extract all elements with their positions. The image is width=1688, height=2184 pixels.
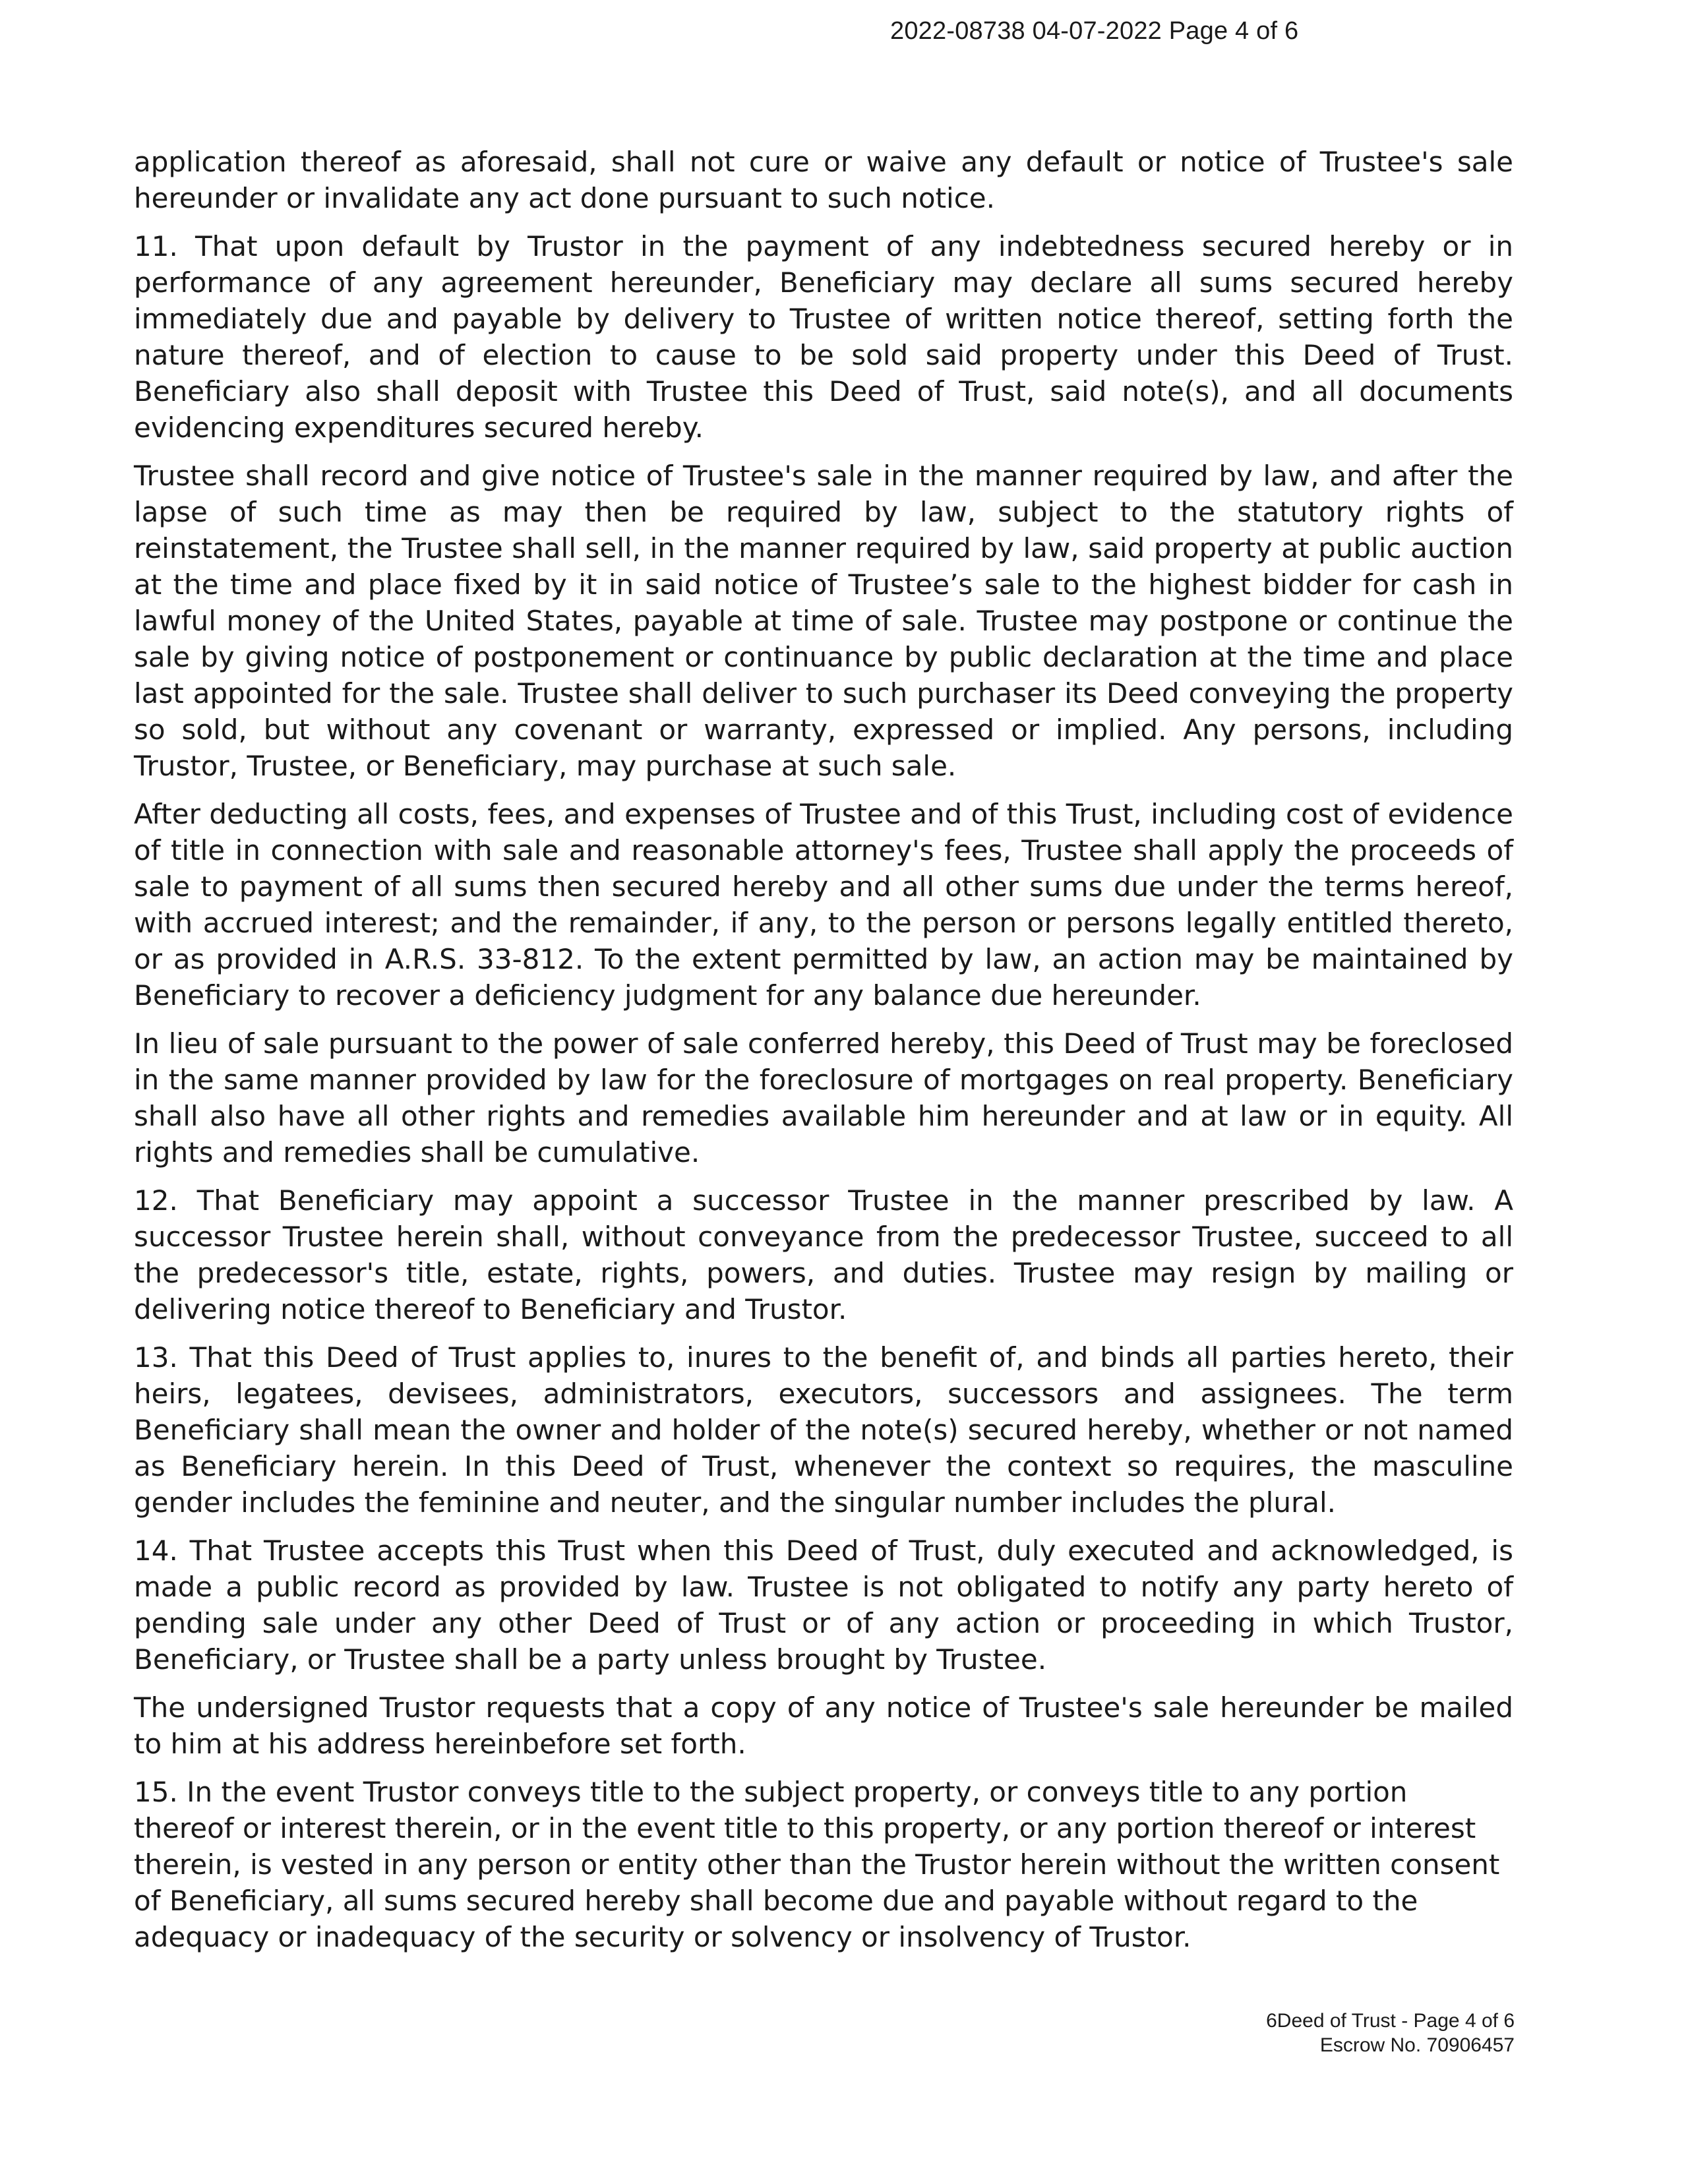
paragraph-trustee-sale: Trustee shall record and give notice of Trustee's sale in the manner required by law, and after the lapse of such time as may then be required by law, subject to the statutory rights of reinstatement, the Trustee shall sell, in the manner required by law, said property at public auction at the time and place fixed by it in said notice of Trustee’s sale to the highest bidder for cash in lawful money of the United States, payable at time of sale. Trustee may postpone or continue the sale by giving notice of postponement or continuance by public declaration at the time and place last appointed for the sale. Trustee shall deliver to such purchaser its Deed conveying the property so sold, but without any covenant or warranty, expressed or implied. Any persons, including Trustor, Trustee, or Beneficiary, may purchase at such sale. [134, 460, 1513, 782]
recording-stamp: 2022-08738 04-07-2022 Page 4 of 6 [890, 17, 1299, 45]
footer-document-page: 6Deed of Trust - Page 4 of 6 [1266, 2010, 1515, 2032]
footer-escrow-number: Escrow No. 70906457 [1319, 2034, 1515, 2056]
paragraph-13: 13. That this Deed of Trust applies to, inures to the benefit of, and binds all parties hereto, their heirs, legatees, devisees, administrators, executors, successors and assignees. The term Beneficiary shall mean the owner and holder of the note(s) secured hereby, whether or not named as Beneficiary herein. In this Deed of Trust, whenever the context so requires, the masculine gender includes the feminine and neuter, and the singular number includes the plural. [134, 1341, 1513, 1519]
paragraph-notice-request: The undersigned Trustor requests that a copy of any notice of Trustee's sale hereunder be mailed to him at his address hereinbefore set forth. [134, 1691, 1513, 1760]
paragraph-11: 11. That upon default by Trustor in the payment of any indebtedness secured hereby or in performance of any agreement hereunder, Beneficiary may declare all sums secured hereby immediately due and payable by delivery to Trustee of written notice thereof, setting forth the nature thereof, and of election to cause to be sold said property under this Deed of Trust. Beneficiary also shall deposit with Trustee this Deed of Trust, said note(s), and all documents evidencing expenditures secured hereby. [134, 230, 1513, 444]
paragraph-15: 15. In the event Trustor conveys title to the subject property, or conveys title to any portion thereof or interest therein, or in the event title to this property, or any portion thereof or interest therein, is vested in any person or entity other than the Trustor herein without the written consent of Beneficiary, all sums secured hereby shall become due and payable without regard to the adequacy or inadequacy of the security or solvency or insolvency of Trustor. [134, 1776, 1500, 1953]
paragraph-foreclosure: In lieu of sale pursuant to the power of sale conferred hereby, this Deed of Trust may be foreclosed in the same manner provided by law for the foreclosure of mortgages on real property. Beneficiary shall also have all other rights and remedies available him hereunder and at law or in equity. All rights and remedies shall be cumulative. [134, 1027, 1513, 1168]
paragraph-14: 14. That Trustee accepts this Trust when this Deed of Trust, duly executed and acknowledged, is made a public record as provided by law. Trustee is not obligated to notify any party hereto of pending sale under any other Deed of Trust or of any action or proceeding in which Trustor, Beneficiary, or Trustee shall be a party unless brought by Trustee. [134, 1534, 1513, 1676]
paragraph-proceeds: After deducting all costs, fees, and expenses of Trustee and of this Trust, including cost of evidence of title in connection with sale and reasonable attorney's fees, Trustee shall apply the proceeds of sale to payment of all sums then secured hereby and all other sums due under the terms hereof, with accrued interest; and the remainder, if any, to the person or persons legally entitled thereto, or as provided in A.R.S. 33-812. To the extent permitted by law, an action may be maintained by Beneficiary to recover a deficiency judgment for any balance due hereunder. [134, 798, 1513, 1012]
paragraph-continuation: application thereof as aforesaid, shall not cure or waive any default or notice of Trustee's sale hereunder or invalidate any act done pursuant to such notice. [134, 146, 1513, 214]
paragraph-12: 12. That Beneficiary may appoint a successor Trustee in the manner prescribed by law. A successor Trustee herein shall, without conveyance from the predecessor Trustee, succeed to all the predecessor's title, estate, rights, powers, and duties. Trustee may resign by mailing or delivering notice thereof to Beneficiary and Trustor. [134, 1184, 1513, 1325]
document-body [134, 144, 1513, 1967]
page-footer [1266, 2009, 1515, 2057]
